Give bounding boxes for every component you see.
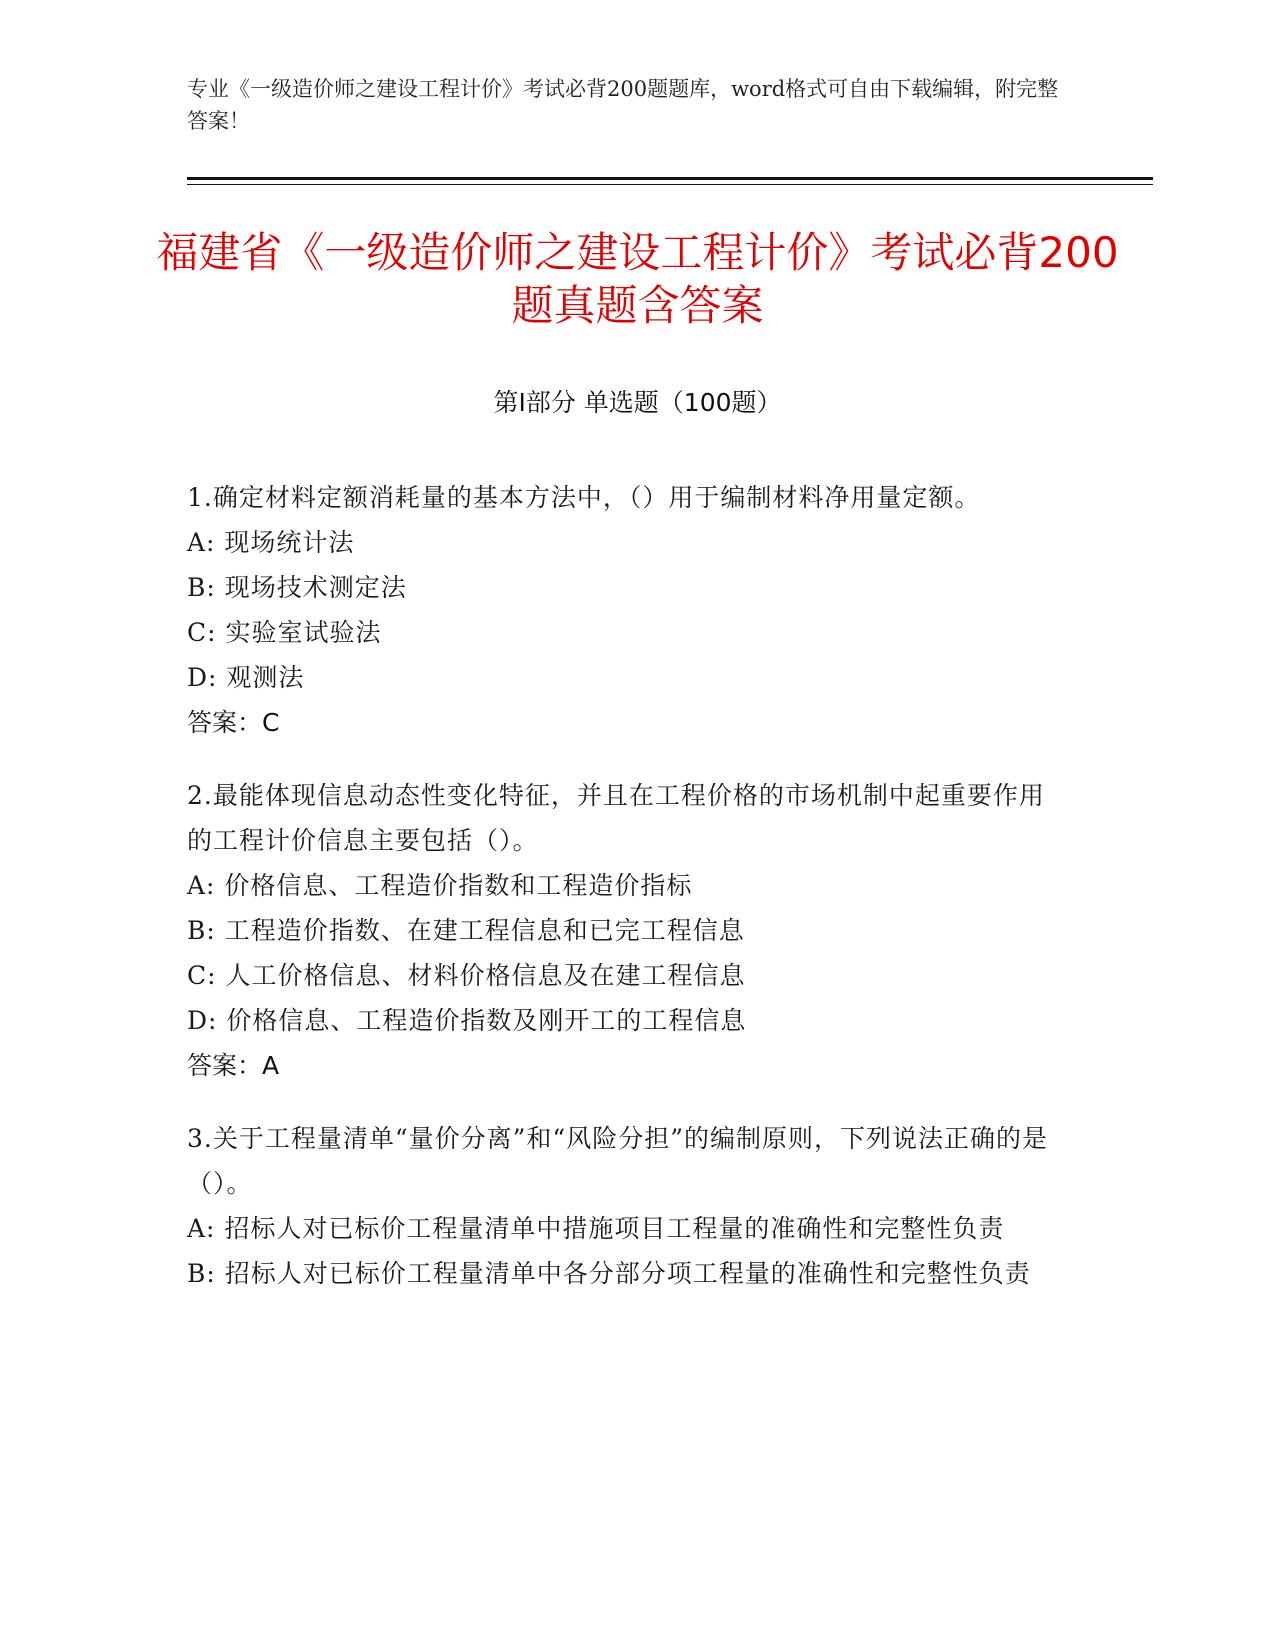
option-a: A: 价格信息、工程造价指数和工程造价指标 [187,871,693,900]
answer-line: 答案：A [187,1051,280,1080]
option-c: C: 人工价格信息、材料价格信息及在建工程信息 [187,961,746,990]
option-b: B: 招标人对已标价工程量清单中各分部分项工程量的准确性和完整性负责 [187,1259,1031,1288]
answer-line: 答案：C [187,708,280,737]
option-a: A: 现场统计法 [187,528,355,557]
document-title: 福建省《一级造价师之建设工程计价》考试必背200题真题含答案 [156,228,1119,330]
header-note: 专业《一级造价师之建设工程计价》考试必背200题题库，word格式可自由下载编辑，附完整答案！ [187,77,1059,133]
option-b: B: 工程造价指数、在建工程信息和已完工程信息 [187,916,745,945]
question-stem: 1.确定材料定额消耗量的基本方法中，（）用于编制材料净用量定额。 [187,483,981,512]
option-a: A: 招标人对已标价工程量清单中措施项目工程量的准确性和完整性负责 [187,1214,1005,1243]
section-heading: 第I部分 单选题（100题） [493,388,782,417]
question-stem: 2.最能体现信息动态性变化特征，并且在工程价格的市场机制中起重要作用的工程计价信息主要包括（）。 [187,781,1045,855]
option-b: B: 现场技术测定法 [187,573,407,602]
question-2 [187,773,1067,1088]
option-d: D: 观测法 [187,663,305,692]
option-d: D: 价格信息、工程造价指数及刚开工的工程信息 [187,1006,747,1035]
question-stem: 3.关于工程量清单“量价分离”和“风险分担”的编制原则，下列说法正确的是（）。 [187,1124,1048,1198]
question-3 [187,1116,1067,1296]
header-divider-thick [187,177,1153,180]
header-divider-thin [187,184,1153,185]
question-list [187,475,1067,1324]
question-1 [187,475,1067,745]
option-c: C: 实验室试验法 [187,618,382,647]
